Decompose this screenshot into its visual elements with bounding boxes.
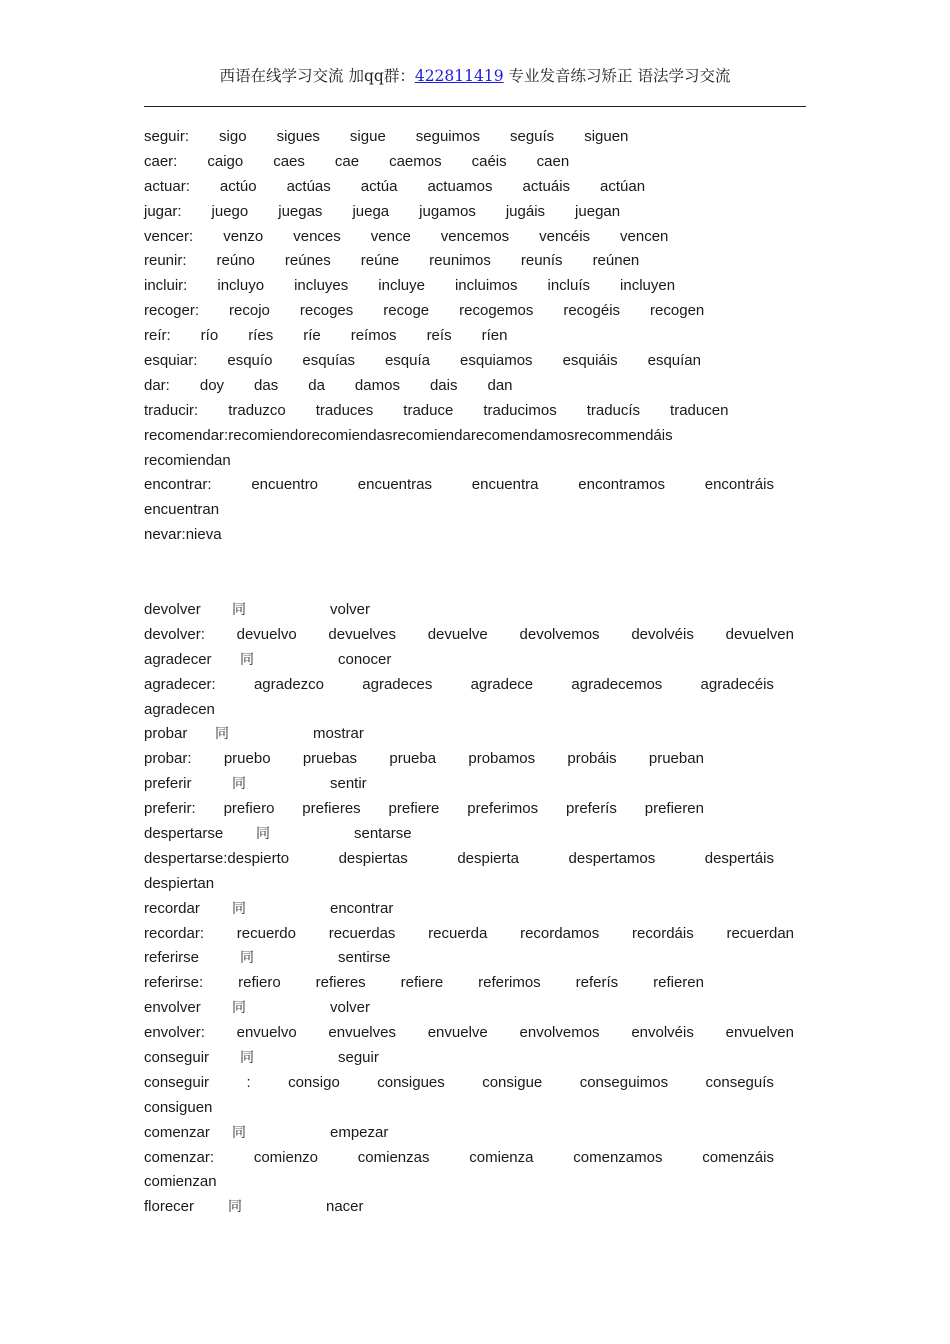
conjugation-wrap: consiguen <box>144 1098 213 1116</box>
verb-form: reís <box>426 327 452 345</box>
verb-form: vencéis <box>539 227 591 245</box>
verb-form: devuelven <box>725 625 794 643</box>
verb-form: venzo <box>223 227 264 245</box>
verb-label: actuar: <box>144 177 190 195</box>
verb-form: recuerdan <box>726 924 794 942</box>
verb-form: devolvéis <box>631 625 694 643</box>
verb-label: probar: <box>144 750 192 768</box>
verb-form: caéis <box>471 152 507 170</box>
pair-row <box>144 897 806 922</box>
same-as-char: 同 <box>232 1124 246 1141</box>
verb-form: río <box>200 327 219 345</box>
verb-form: consigo <box>288 1073 340 1091</box>
verb-form: ríen <box>481 327 508 345</box>
verb-form: probamos <box>468 750 536 768</box>
verb-form: referimos <box>478 974 541 992</box>
verb-label: jugar: <box>144 202 182 220</box>
conjugation-row <box>144 1021 794 1046</box>
pair-row <box>144 772 806 797</box>
verb-form: caen <box>536 152 570 170</box>
pair-verb-a: florecer <box>144 1198 195 1216</box>
verb-label: incluir: <box>144 277 188 295</box>
conjugation-row-encontrar <box>144 473 774 498</box>
verb-form: prueban <box>648 750 704 768</box>
verb-groups <box>144 598 806 1195</box>
pair-verb-b: volver <box>330 999 371 1017</box>
pair-row <box>144 722 806 747</box>
verb-form: prefiere <box>388 800 440 818</box>
verb-form: refieren <box>653 974 704 992</box>
verb-form: probáis <box>567 750 617 768</box>
verb-form: juegas <box>278 202 323 220</box>
verb-form: devuelvo <box>236 625 297 643</box>
verb-form: vence <box>370 227 411 245</box>
verb-form: incluimos <box>454 277 518 295</box>
verb-form: dan <box>487 376 513 394</box>
verb-form: reúne <box>360 252 400 270</box>
verb-label: encontrar: <box>144 476 212 494</box>
verb-form: refieres <box>315 974 366 992</box>
verb-form: agradecemos <box>571 675 663 693</box>
blank-space <box>144 548 806 598</box>
verb-form: actúo <box>219 177 257 195</box>
verb-label: caer: <box>144 152 178 170</box>
verb-form: reúnen <box>592 252 640 270</box>
pair-verb-a: envolver <box>144 999 201 1017</box>
same-as-char: 同 <box>232 601 246 618</box>
page-header <box>0 64 950 86</box>
pair-verb-a: preferir <box>144 775 192 793</box>
conjugation-row <box>144 225 806 250</box>
pair-verb-a: comenzar <box>144 1123 210 1141</box>
verb-form: actuáis <box>522 177 571 195</box>
pair-verb-b: sentirse <box>338 949 391 967</box>
verb-form: juega <box>352 202 390 220</box>
verb-form: recoges <box>299 302 354 320</box>
verb-form: dais <box>429 376 458 394</box>
verb-form: vences <box>293 227 341 245</box>
verb-form: seguimos <box>415 128 480 145</box>
verb-form: envolvéis <box>631 1024 694 1042</box>
verb-label: vencer: <box>144 227 194 245</box>
conjugation-row <box>144 274 806 299</box>
conjugation-row <box>144 673 774 698</box>
verb-form: esquían <box>647 352 701 370</box>
pair-verb-a: probar <box>144 725 188 743</box>
verb-form: incluís <box>547 277 591 295</box>
verb-form: comenzáis <box>702 1148 774 1166</box>
verb-form: reúno <box>216 252 255 270</box>
conjugation-row <box>144 200 806 225</box>
same-as-char: 同 <box>232 1000 246 1017</box>
verb-form: incluye <box>378 277 425 295</box>
verb-form: recoge <box>383 302 430 320</box>
conjugation-row <box>144 847 774 872</box>
document-body <box>144 125 806 1220</box>
verb-form: vencen <box>620 227 669 245</box>
verb-form: prefiero <box>223 800 275 818</box>
verb-form: caigo <box>207 152 244 170</box>
verb-form: sigues <box>276 128 320 145</box>
verb-form: incluyo <box>217 277 265 295</box>
verb-form: jugamos <box>419 202 476 220</box>
verb-form: envuelven <box>725 1024 794 1042</box>
pair-row <box>144 648 806 673</box>
conjugation-row <box>144 747 704 772</box>
same-as-char: 同 <box>240 1049 254 1066</box>
verb-form: agradecéis <box>700 675 774 693</box>
verb-form: devuelve <box>427 625 488 643</box>
pair-verb-a: despertarse <box>144 824 224 842</box>
verb-form: jugáis <box>505 202 546 220</box>
pair-verb-b: volver <box>330 600 371 618</box>
pair-verb-b: sentarse <box>354 824 412 842</box>
verb-form: encontramos <box>578 476 665 494</box>
same-as-char: 同 <box>256 825 270 842</box>
verb-form: preferís <box>566 800 617 818</box>
header-text-post: 专业发音练习矫正 语法学习交流 <box>503 67 731 85</box>
pair-row <box>144 996 806 1021</box>
verb-form: comienzo <box>253 1148 319 1166</box>
verb-label: seguir: <box>144 128 190 145</box>
pair-verb-a: devolver <box>144 600 201 618</box>
qq-group-link[interactable]: 422811419 <box>414 67 504 85</box>
verb-form: esquío <box>227 352 273 370</box>
verb-form: envuelve <box>427 1024 488 1042</box>
verb-form: sigue <box>349 128 386 145</box>
conjugation-row <box>144 1146 774 1171</box>
same-as-char: 同 <box>240 651 254 668</box>
verb-form: traduces <box>315 401 374 419</box>
text-line-recomendar-wrap: recomiendan <box>144 451 231 469</box>
verb-form: reímos <box>350 327 397 345</box>
conjugation-row <box>144 249 806 274</box>
header-rule <box>144 106 806 107</box>
verb-form: traduzco <box>228 401 286 419</box>
verb-form: recordáis <box>632 924 694 942</box>
verb-form: recogéis <box>563 302 621 320</box>
verb-form: refiere <box>400 974 444 992</box>
verb-form: das <box>254 376 279 394</box>
verb-form: recogemos <box>459 302 534 320</box>
verb-form: refiero <box>238 974 281 992</box>
verb-form: consigue <box>482 1073 543 1091</box>
verb-form: actúas <box>286 177 331 195</box>
verb-form: comenzamos <box>573 1148 663 1166</box>
verb-form: pruebas <box>302 750 358 768</box>
verb-form: agradece <box>470 675 534 693</box>
same-as-char: 同 <box>240 950 254 967</box>
verb-label: despertarse:despierto <box>144 849 290 867</box>
verb-form: encontráis <box>704 476 774 494</box>
verb-form: prueba <box>389 750 437 768</box>
verb-form: : <box>246 1073 251 1091</box>
verb-form: consigues <box>377 1073 445 1091</box>
pair-verb-a: referirse <box>144 949 200 967</box>
verb-form: actúa <box>360 177 398 195</box>
verb-label: devolver: <box>144 625 205 643</box>
verb-form: juego <box>211 202 249 220</box>
verb-form: da <box>308 376 325 394</box>
pair-verb-b: seguir <box>338 1048 379 1066</box>
conjugation-row <box>144 922 794 947</box>
verb-form: despierta <box>457 849 520 867</box>
verb-form: devolvemos <box>519 625 600 643</box>
verb-form: traduce <box>403 401 454 419</box>
verb-form: seguís <box>509 128 555 145</box>
conjugation-row <box>144 1071 774 1096</box>
verb-label: envolver: <box>144 1024 205 1042</box>
same-as-char: 同 <box>232 900 246 917</box>
conjugation-row <box>144 797 704 822</box>
verb-label: esquiar: <box>144 352 198 370</box>
pair-verb-a: recordar <box>144 899 200 917</box>
verb-form: despiertas <box>338 849 408 867</box>
verb-form: esquiáis <box>562 352 618 370</box>
pair-verb-b: conocer <box>338 650 392 668</box>
verb-label: agradecer: <box>144 675 216 693</box>
verb-form: sigo <box>219 128 247 145</box>
header-text-pre: 西语在线学习交流 加qq群： <box>219 67 415 85</box>
conjugation-row <box>144 971 704 996</box>
verb-form: despertamos <box>568 849 656 867</box>
verb-form: comienzas <box>357 1148 430 1166</box>
verb-form: referís <box>575 974 619 992</box>
pair-verb-b: mostrar <box>313 725 364 743</box>
verb-form: esquías <box>302 352 355 370</box>
pair-verb-a: agradecer <box>144 650 212 668</box>
verb-form: preferimos <box>467 800 539 818</box>
verb-form: ríes <box>248 327 274 345</box>
verb-form: siguen <box>584 128 629 145</box>
same-as-char: 同 <box>228 1199 242 1216</box>
conjugation-wrap: agradecen <box>144 700 215 718</box>
verb-label: conseguir <box>144 1073 210 1091</box>
verb-form: encuentro <box>251 476 319 494</box>
verb-form: vencemos <box>440 227 510 245</box>
verb-form: recogen <box>650 302 705 320</box>
verb-form: agradeces <box>362 675 433 693</box>
conjugation-wrap: comienzan <box>144 1173 217 1191</box>
verb-form: actúan <box>600 177 646 195</box>
verb-form: prefieres <box>302 800 361 818</box>
text-line-nevar: nevar:nieva <box>144 526 222 544</box>
verb-label: recordar: <box>144 924 205 942</box>
conjugation-list-1 <box>144 125 806 424</box>
verb-form: pruebo <box>223 750 271 768</box>
same-as-char: 同 <box>215 726 229 743</box>
pair-verb-b: empezar <box>330 1123 389 1141</box>
verb-form: juegan <box>575 202 621 220</box>
same-as-char: 同 <box>232 776 246 793</box>
verb-form: despertáis <box>704 849 774 867</box>
verb-form: damos <box>354 376 400 394</box>
verb-form: incluyen <box>620 277 676 295</box>
verb-form: comienza <box>469 1148 534 1166</box>
verb-label: preferir: <box>144 800 196 818</box>
conjugation-row <box>144 324 806 349</box>
verb-form: reunís <box>520 252 563 270</box>
verb-form: caes <box>273 152 305 170</box>
pair-row <box>144 1046 806 1071</box>
pair-verb-b: nacer <box>326 1198 364 1216</box>
verb-form: prefieren <box>644 800 704 818</box>
verb-form: traducen <box>670 401 729 419</box>
verb-form: ríe <box>303 327 321 345</box>
verb-form: envuelvo <box>236 1024 297 1042</box>
verb-form: devuelves <box>328 625 396 643</box>
verb-form: recordamos <box>520 924 600 942</box>
verb-form: envolvemos <box>519 1024 600 1042</box>
verb-label: comenzar: <box>144 1148 215 1166</box>
verb-form: recuerdo <box>236 924 296 942</box>
verb-label: traducir: <box>144 401 199 419</box>
pair-verb-b: encontrar <box>330 899 394 917</box>
text-line-encontrar-wrap: encuentran <box>144 501 220 519</box>
verb-form: conseguimos <box>579 1073 669 1091</box>
verb-form: traducís <box>586 401 641 419</box>
verb-form: encuentras <box>357 476 433 494</box>
verb-form: conseguís <box>705 1073 774 1091</box>
conjugation-row <box>144 374 806 399</box>
verb-form: agradezco <box>253 675 325 693</box>
verb-label: reír: <box>144 327 171 345</box>
verb-form: actuamos <box>427 177 493 195</box>
pair-row-florecer <box>144 1195 806 1220</box>
conjugation-row <box>144 623 794 648</box>
verb-form: reunimos <box>429 252 491 270</box>
verb-form: doy <box>199 376 225 394</box>
verb-form: encuentra <box>471 476 539 494</box>
conjugation-row <box>144 125 806 150</box>
pair-verb-a: conseguir <box>144 1048 210 1066</box>
pair-row <box>144 946 806 971</box>
verb-form: traducimos <box>483 401 557 419</box>
verb-form: reúnes <box>284 252 331 270</box>
pair-row <box>144 822 806 847</box>
pair-row <box>144 598 806 623</box>
verb-form: recuerdas <box>328 924 396 942</box>
conjugation-row <box>144 399 806 424</box>
verb-form: recojo <box>229 302 270 320</box>
verb-form: esquiamos <box>460 352 533 370</box>
conjugation-row <box>144 150 806 175</box>
pair-verb-b: sentir <box>330 775 367 793</box>
verb-form: recuerda <box>428 924 488 942</box>
conjugation-row <box>144 349 806 374</box>
text-line-recomendar: recomendar:recomiendorecomiendasrecomiendarecomendamosrecommendáis <box>144 426 673 444</box>
verb-label: referirse: <box>144 974 204 992</box>
verb-form: caemos <box>389 152 442 170</box>
pair-row <box>144 1121 806 1146</box>
conjugation-row <box>144 175 806 200</box>
verb-form: envuelves <box>328 1024 396 1042</box>
conjugation-row <box>144 299 806 324</box>
verb-label: dar: <box>144 376 170 394</box>
conjugation-wrap: despiertan <box>144 874 215 892</box>
verb-form: cae <box>334 152 360 170</box>
verb-form: esquía <box>384 352 431 370</box>
verb-label: recoger: <box>144 302 200 320</box>
verb-label: reunir: <box>144 252 187 270</box>
verb-form: incluyes <box>294 277 349 295</box>
